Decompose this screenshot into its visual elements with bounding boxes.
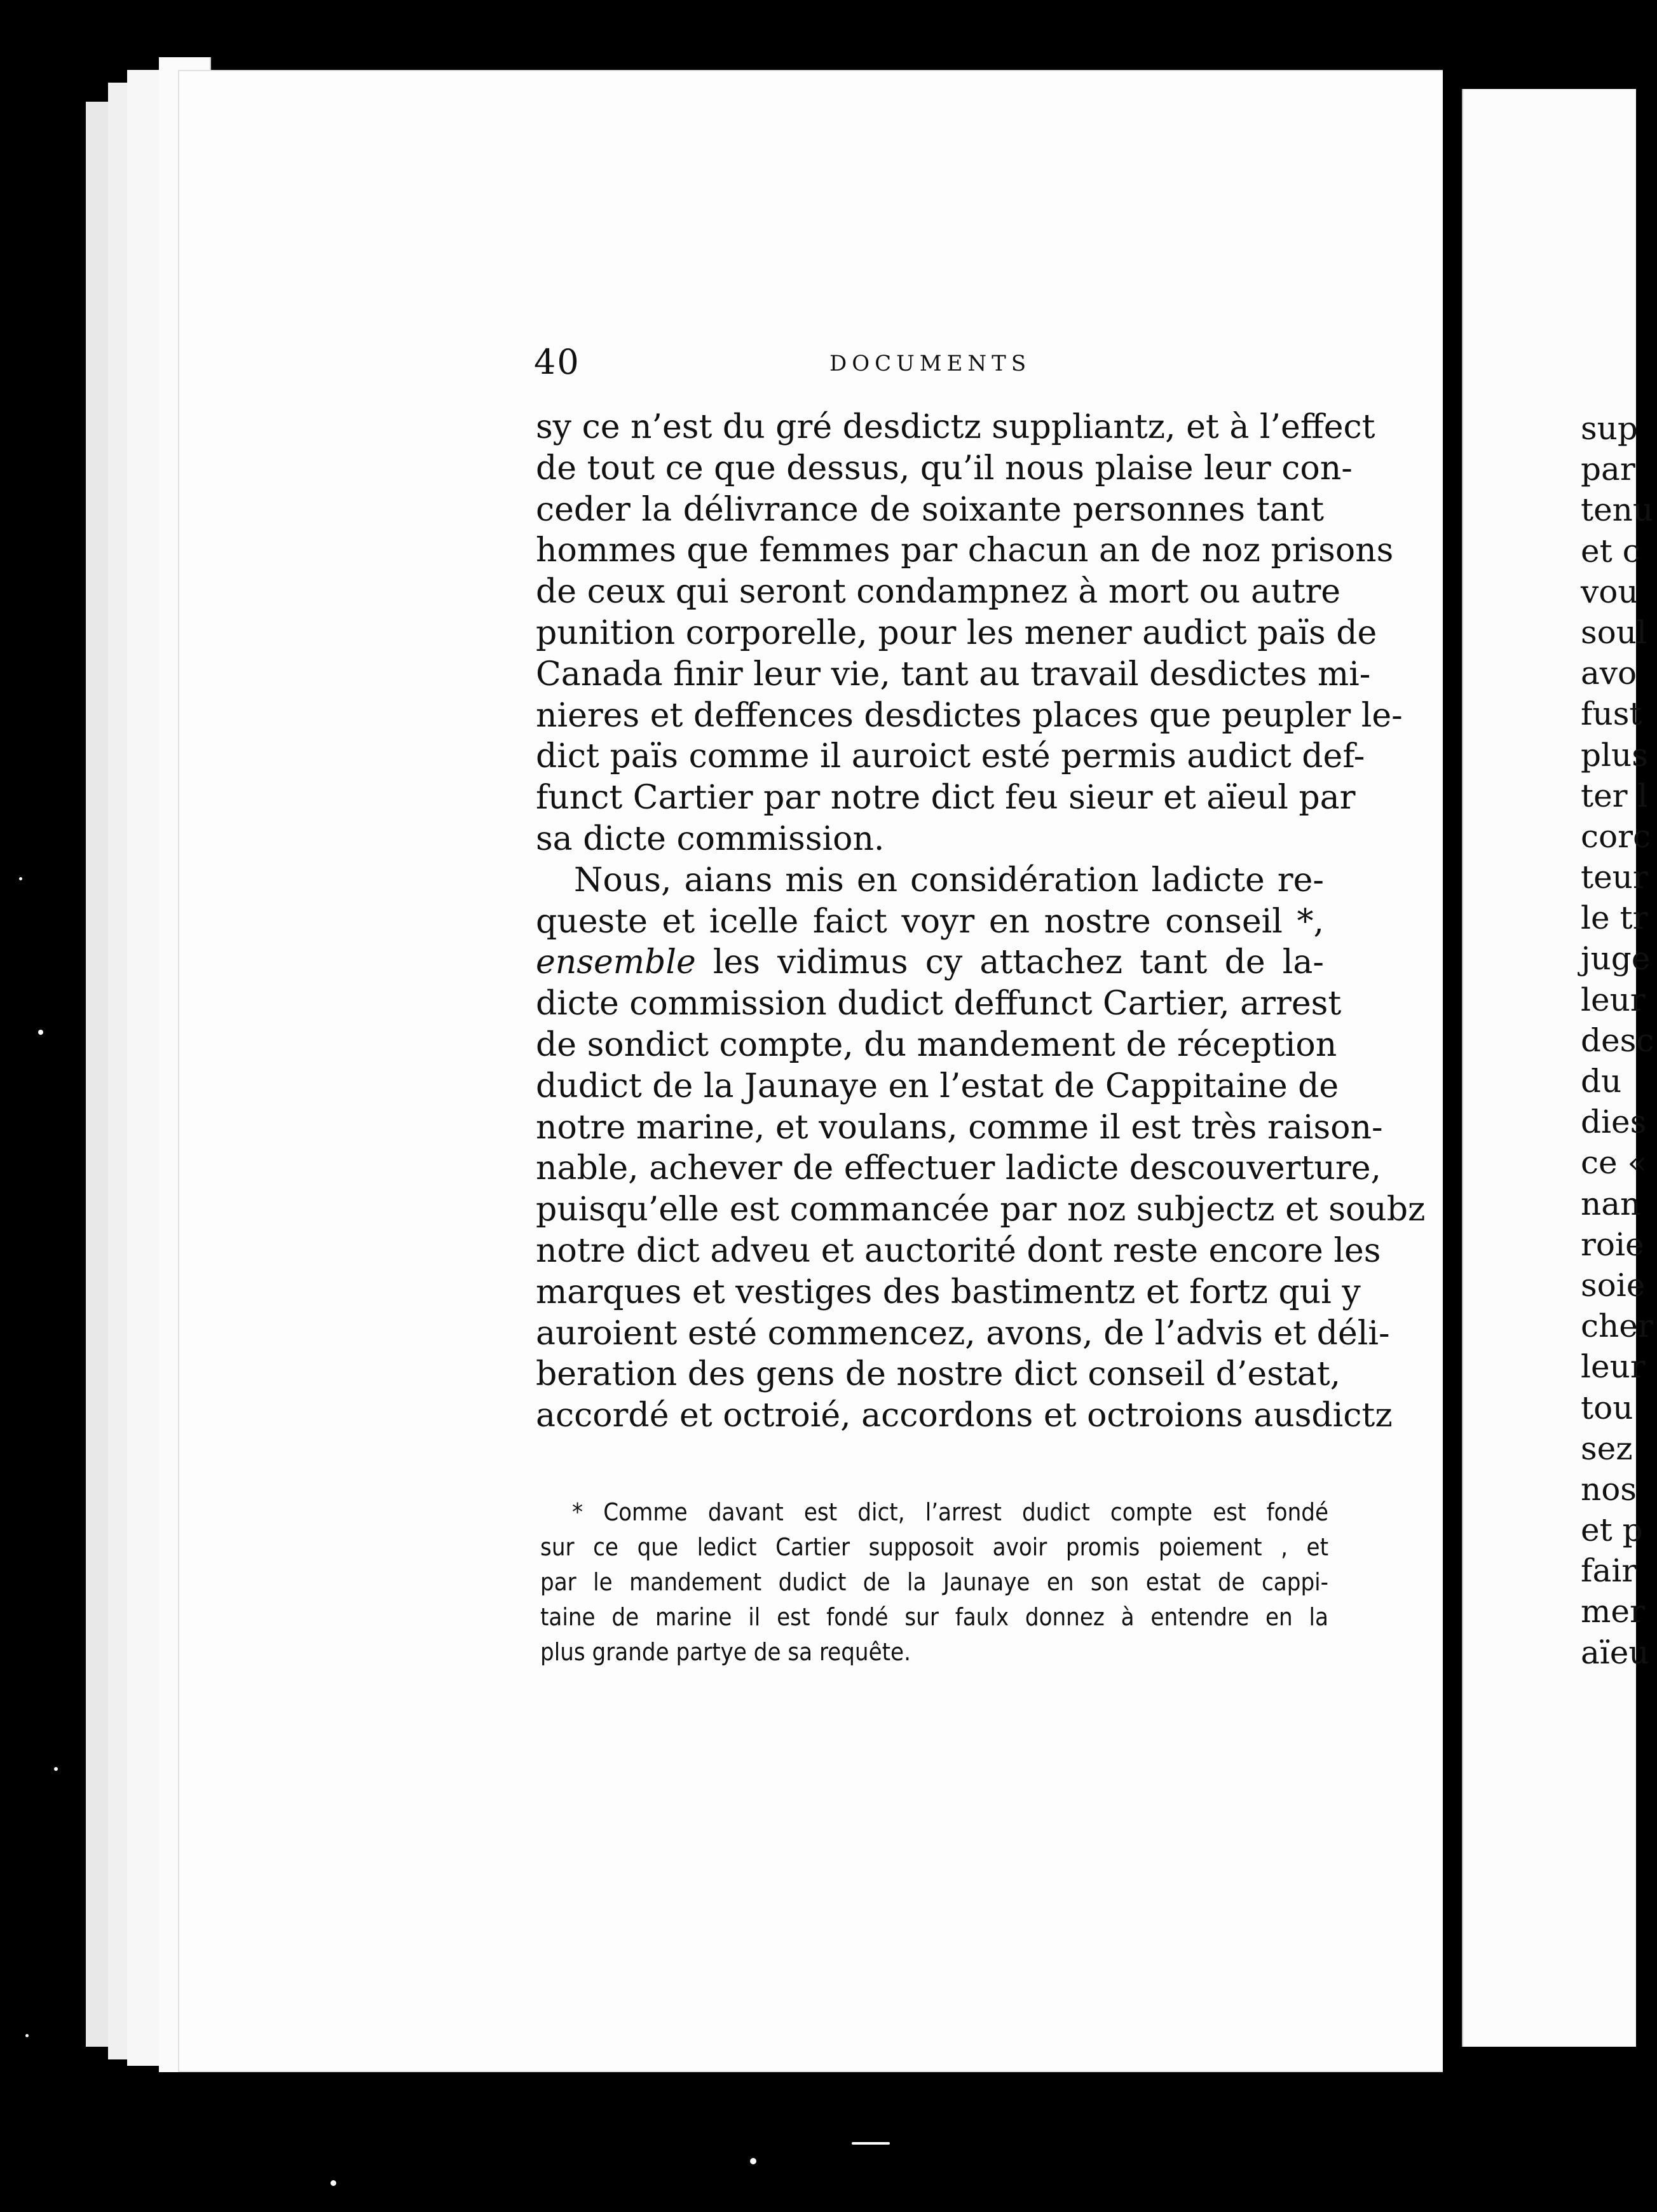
footnote-line: * Comme davant est dict, l’arrest dudict compte est fondé xyxy=(572,1498,1328,1526)
facing-line: nan xyxy=(1581,1185,1641,1222)
facing-line: plus xyxy=(1581,736,1648,774)
facing-line: sup xyxy=(1581,410,1638,447)
text-line: de tout ce que dessus, qu’il nous plaise leur con- xyxy=(536,449,1353,488)
facing-line: cher xyxy=(1581,1307,1653,1345)
facing-line: avo xyxy=(1581,655,1637,692)
italic-word: ensemble xyxy=(536,943,696,982)
facing-line: dies xyxy=(1581,1103,1647,1141)
facing-line: par xyxy=(1581,451,1635,488)
facing-line: juge xyxy=(1581,940,1651,978)
footnote-line: par le mandement dudict de la Jaunaye en son estat de cappi- xyxy=(540,1568,1328,1596)
text-line: sa dicte commission. xyxy=(536,819,885,858)
body-text xyxy=(536,407,1426,1437)
text-line: funct Cartier par notre dict feu sieur et aïeul par xyxy=(536,779,1356,817)
facing-line: desc xyxy=(1581,1021,1654,1059)
text-line: de sondict compte, du mandement de réception xyxy=(536,1025,1337,1064)
page-header xyxy=(359,342,1319,386)
facing-line: roie xyxy=(1581,1225,1644,1263)
facing-line: ce « xyxy=(1581,1144,1647,1182)
text-line-rest: les vidimus cy attachez tant de la- xyxy=(713,943,1325,982)
facing-line: aïeu xyxy=(1581,1634,1649,1671)
facing-line: nos xyxy=(1581,1470,1637,1508)
footnote xyxy=(540,1495,1328,1670)
text-line: sy ce n’est du gré desdictz suppliantz, et à l’effect xyxy=(536,408,1375,446)
footnote-line: taine de marine il est fondé sur faulx donnez à entendre en la xyxy=(540,1603,1328,1631)
facing-line: du xyxy=(1581,1063,1622,1100)
text-line: de ceux qui seront condampnez à mort ou autre xyxy=(536,573,1341,611)
facing-line: ter l xyxy=(1581,777,1648,814)
text-line: notre marine, et voulans, comme il est très raison- xyxy=(536,1108,1383,1147)
footnote-line: plus grande partye de sa requête. xyxy=(540,1638,911,1666)
text-line: dicte commission dudict deffunct Cartier, arrest xyxy=(536,985,1342,1023)
facing-line: leur xyxy=(1581,1348,1646,1386)
text-line: queste et icelle faict voyr en nostre conseil *, xyxy=(536,902,1324,941)
text-line: Canada finir leur vie, tant au travail desdictes mi- xyxy=(536,655,1371,693)
facing-line: sez xyxy=(1581,1430,1633,1467)
facing-line: soul xyxy=(1581,613,1647,651)
facing-line: tou xyxy=(1581,1389,1633,1426)
text-line: accordé et octroié, accordons et octroions ausdictz xyxy=(536,1396,1393,1435)
facing-page-text xyxy=(1581,408,1657,1673)
facing-line: soie xyxy=(1581,1266,1646,1304)
facing-line: mer xyxy=(1581,1593,1645,1630)
footnote-line: sur ce que ledict Cartier supposoit avoir promis poiement , et xyxy=(540,1533,1328,1561)
text-line-with-italic xyxy=(536,942,1324,983)
text-line: beration des gens de nostre dict conseil d’estat, xyxy=(536,1355,1341,1394)
text-line: nable, achever de effectuer ladicte descouverture, xyxy=(536,1149,1382,1188)
facing-line: fust xyxy=(1581,695,1642,733)
text-line: hommes que femmes par chacun an de noz prisons xyxy=(536,531,1394,570)
text-line: punition corporelle, pour les mener audict païs de xyxy=(536,613,1377,652)
text-line: dict païs comme il auroict esté permis audict def- xyxy=(536,737,1365,776)
text-line: notre dict adveu et auctorité dont reste encore les xyxy=(536,1231,1381,1270)
facing-line: et p xyxy=(1581,1512,1643,1549)
text-line: marques et vestiges des bastimentz et fortz qui y xyxy=(536,1273,1361,1311)
facing-line: le tr xyxy=(1581,899,1648,937)
page-number: 40 xyxy=(534,342,580,382)
text-line: nieres et deffences desdictes places que peupler le- xyxy=(536,696,1403,735)
text-line: dudict de la Jaunaye en l’estat de Cappitaine de xyxy=(536,1067,1339,1105)
facing-line: teur xyxy=(1581,859,1648,896)
paragraph-start-line: Nous, aians mis en considération ladicte re- xyxy=(574,861,1324,899)
text-line: ceder la délivrance de soixante personnes tant xyxy=(536,490,1324,529)
facing-line: tenu xyxy=(1581,491,1654,529)
text-line: auroient esté commencez, avons, de l’advis et déli- xyxy=(536,1314,1390,1353)
facing-line: leur xyxy=(1581,981,1646,1018)
facing-line: vou xyxy=(1581,573,1639,610)
facing-line: et c xyxy=(1581,532,1640,570)
facing-line: corc xyxy=(1581,817,1651,855)
text-line: puisqu’elle est commancée par noz subjectz et soubz xyxy=(536,1191,1426,1229)
facing-line: fair xyxy=(1581,1552,1637,1590)
running-head: DOCUMENTS xyxy=(829,351,1032,376)
